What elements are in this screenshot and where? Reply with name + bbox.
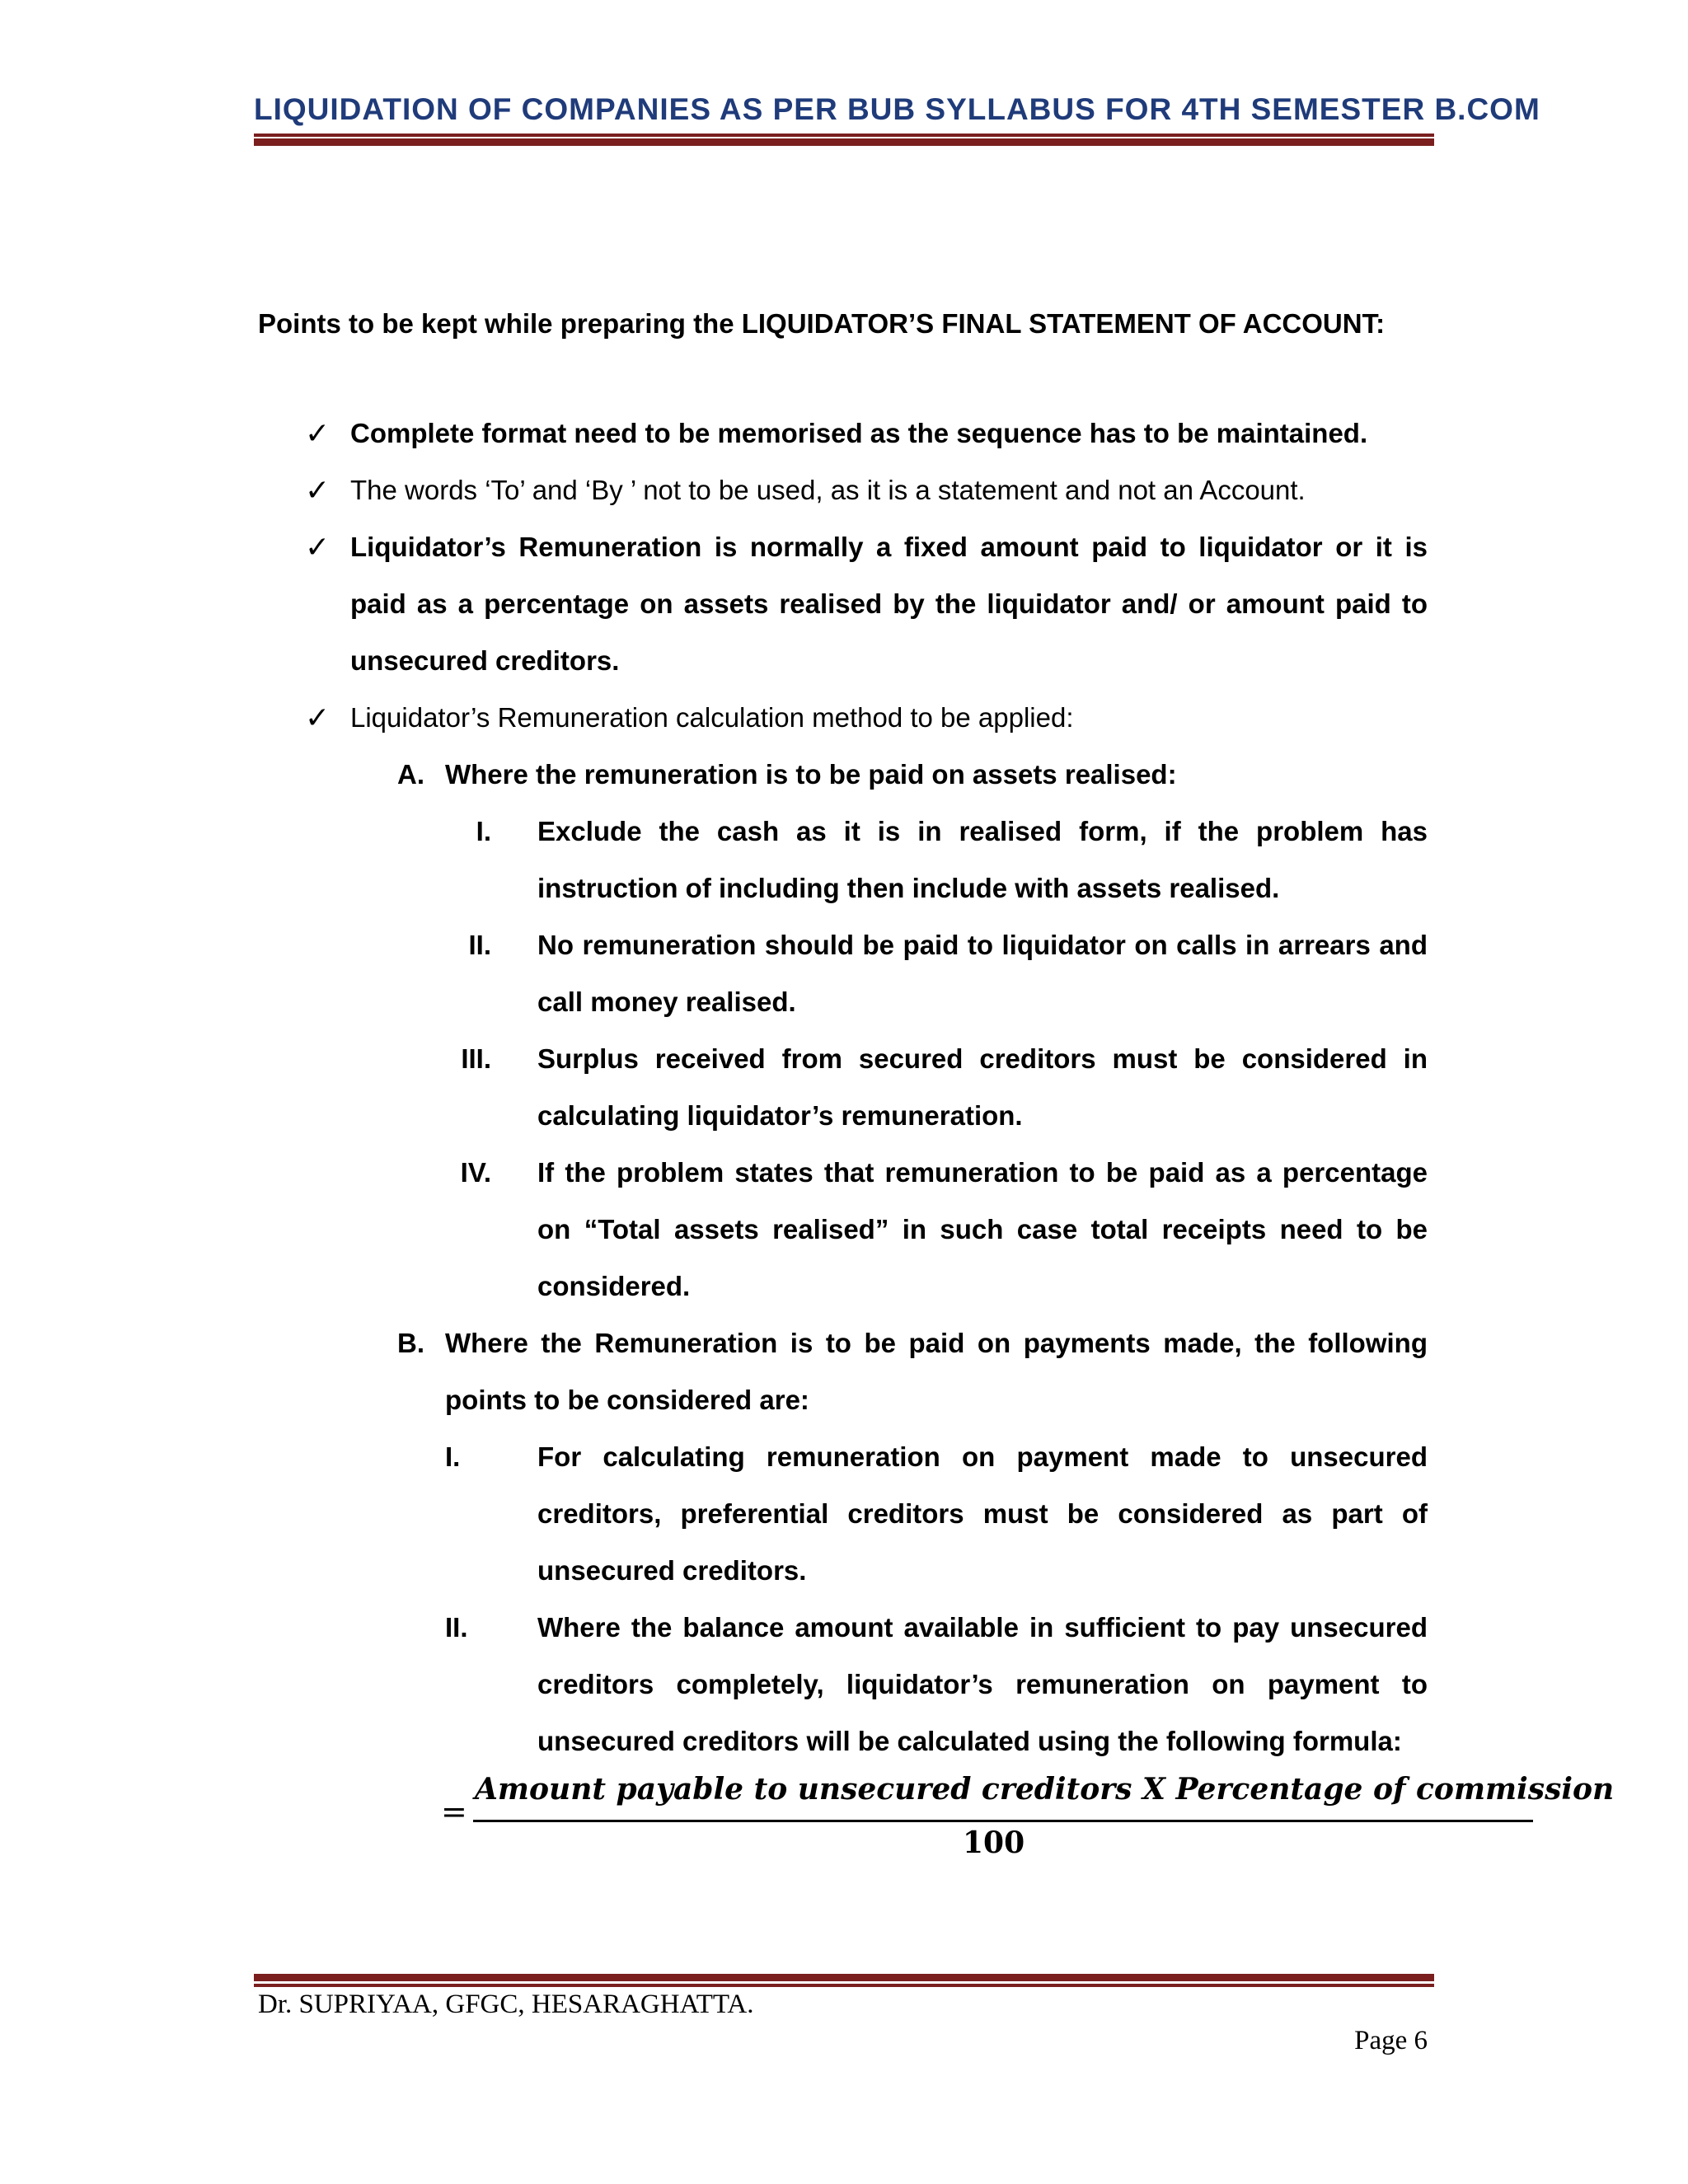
footer-rule-thin — [254, 1984, 1434, 1987]
section-a-title: Where the remuneration is to be paid on assets realised: — [445, 759, 1177, 790]
list-item-line: unsecured creditors will be calculated using the following formula: — [537, 1726, 1402, 1756]
list-item-line: calculating liquidator’s remuneration. — [537, 1100, 1023, 1131]
list-item-line: For calculating remuneration on payment made to unsecured — [537, 1441, 1428, 1472]
bullet-item-line: unsecured creditors. — [350, 645, 620, 676]
list-item-line: No remuneration should be paid to liquidator on calls in arrears and — [537, 930, 1428, 960]
checkmark-icon: ✓ — [305, 416, 331, 450]
checkmark-icon: ✓ — [305, 701, 331, 734]
list-item-line: Surplus received from secured creditors must be considered in — [537, 1043, 1428, 1074]
list-marker-roman: I. — [445, 1441, 461, 1472]
section-b-title-line: points to be considered are: — [445, 1385, 809, 1415]
list-marker-a: A. — [397, 759, 424, 790]
section-heading: Points to be kept while preparing the LIQUIDATOR’S FINAL STATEMENT OF ACCOUNT: — [258, 308, 1386, 339]
footer-rule-thick — [254, 1974, 1434, 1981]
list-marker-roman: IV. — [460, 1157, 491, 1188]
formula-fraction-bar — [473, 1820, 1533, 1822]
list-marker-roman: I. — [476, 816, 491, 846]
list-item-line: on “Total assets realised” in such case total receipts need to be — [537, 1214, 1428, 1244]
formula-equals: = — [441, 1793, 467, 1830]
section-b-title-line: Where the Remuneration is to be paid on payments made, the following — [445, 1328, 1428, 1358]
list-item-line: creditors completely, liquidator’s remuneration on payment to — [537, 1669, 1428, 1699]
list-item-line: Exclude the cash as it is in realised form, if the problem has — [537, 816, 1428, 846]
list-item-line: creditors, preferential creditors must be considered as part of — [537, 1498, 1428, 1529]
bullet-item: The words ‘To’ and ‘By ’ not to be used, as it is a statement and not an Account. — [350, 475, 1306, 505]
bullet-item: Complete format need to be memorised as the sequence has to be maintained. — [350, 418, 1368, 448]
header-rule-thick — [254, 138, 1434, 146]
list-item-line: instruction of including then include with assets realised. — [537, 873, 1280, 903]
list-marker-roman: III. — [461, 1043, 491, 1074]
checkmark-icon: ✓ — [305, 530, 331, 564]
list-marker-b: B. — [397, 1328, 424, 1358]
running-header-title: LIQUIDATION OF COMPANIES AS PER BUB SYLLABUS FOR 4TH SEMESTER B.COM — [254, 92, 1540, 126]
bullet-item-line: Liquidator’s Remuneration is normally a fixed amount paid to liquidator or it is — [350, 532, 1428, 562]
list-item-line: Where the balance amount available in sufficient to pay unsecured — [537, 1612, 1428, 1643]
checkmark-icon: ✓ — [305, 473, 331, 507]
formula-denominator: 100 — [963, 1825, 1025, 1860]
page-number: Page 6 — [1354, 2026, 1428, 2055]
header-rule-thin — [254, 134, 1434, 137]
footer-author: Dr. SUPRIYAA, GFGC, HESARAGHATTA. — [258, 1990, 754, 2019]
list-item-line: call money realised. — [537, 987, 796, 1017]
list-item-line: If the problem states that remuneration to be paid as a percentage — [537, 1157, 1428, 1188]
list-marker-roman: II. — [445, 1612, 468, 1643]
list-item-line: considered. — [537, 1271, 691, 1301]
list-marker-roman: II. — [468, 930, 491, 960]
bullet-item: Liquidator’s Remuneration calculation method to be applied: — [350, 702, 1074, 733]
bullet-item-line: paid as a percentage on assets realised by the liquidator and/ or amount paid to — [350, 588, 1428, 619]
formula-numerator: Amount payable to unsecured creditors X Percentage of commission — [475, 1772, 1615, 1807]
list-item-line: unsecured creditors. — [537, 1555, 807, 1586]
